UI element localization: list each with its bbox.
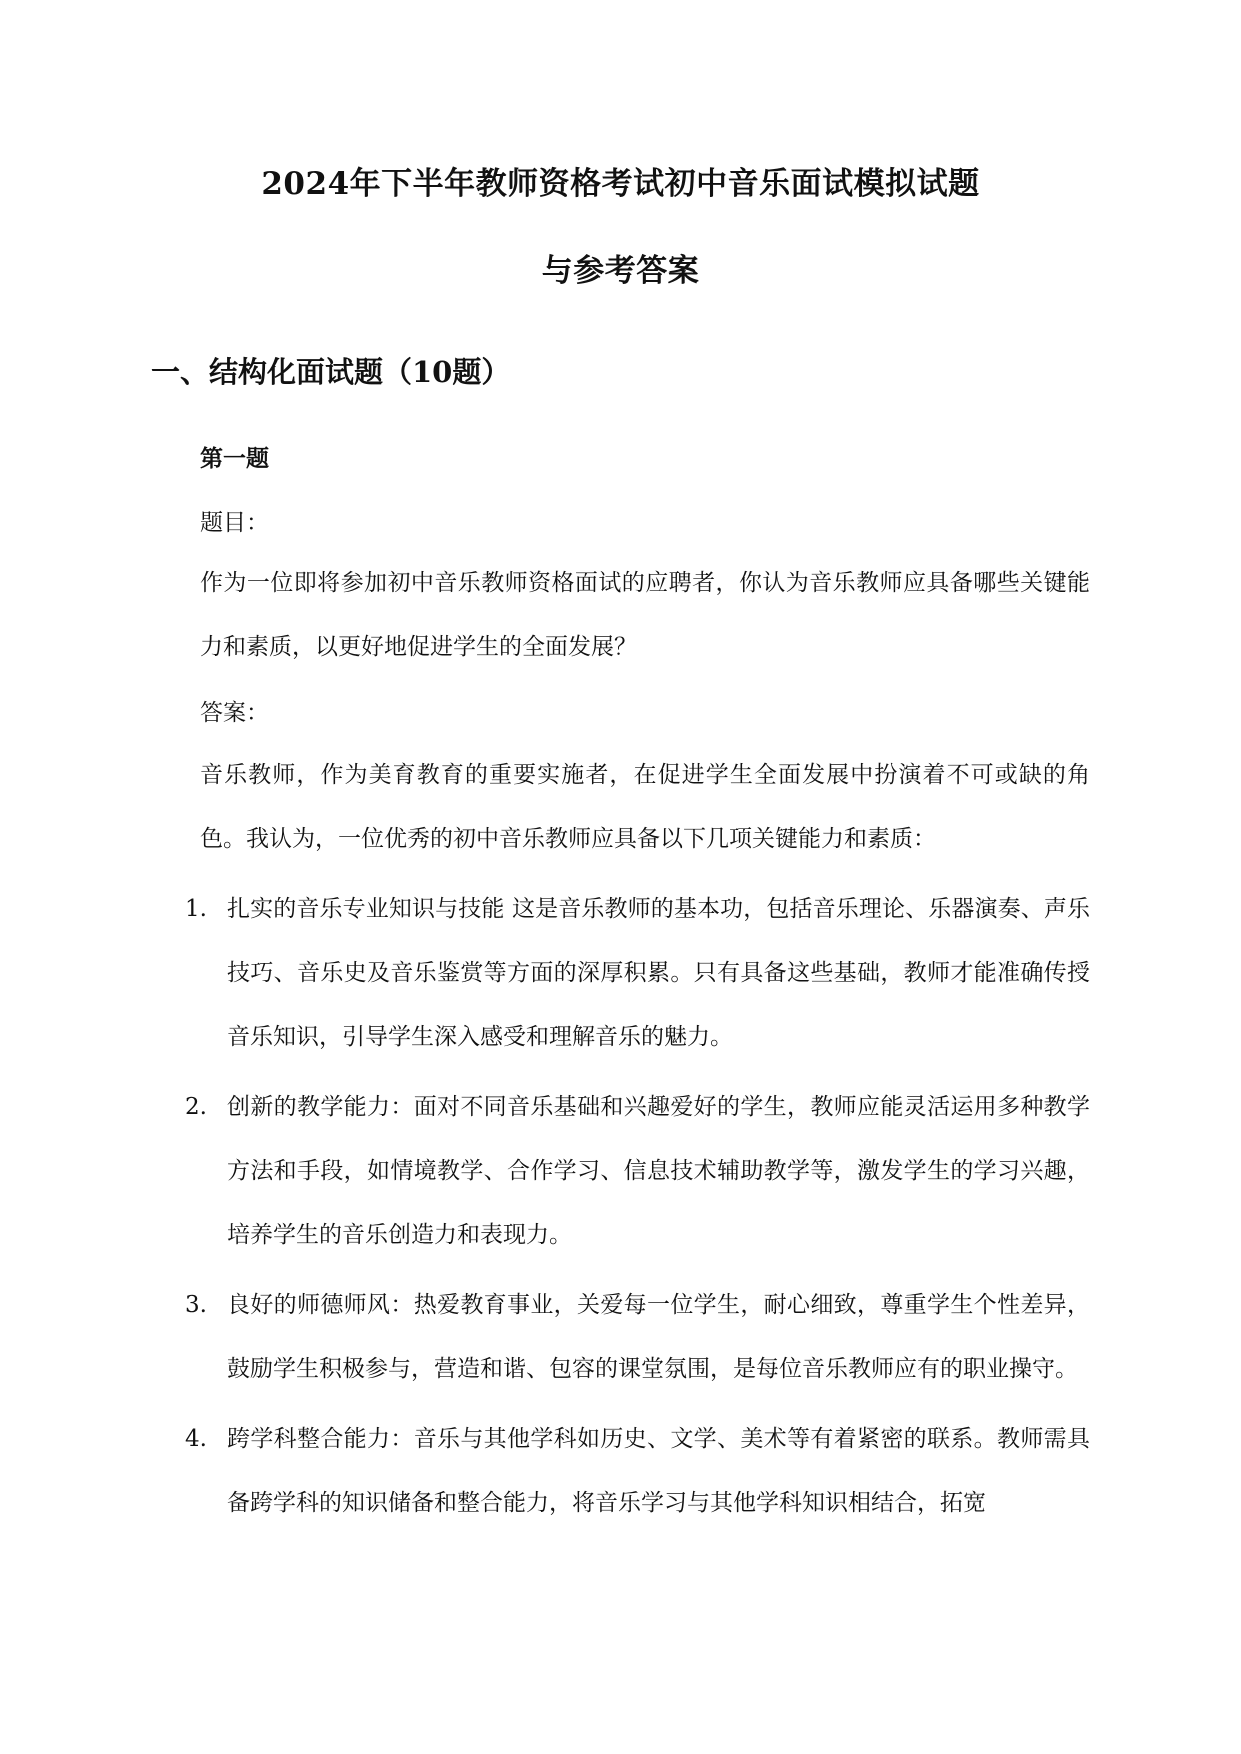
document-title-line-2: 与参考答案 [541,253,700,289]
list-item-number: 1. [185,896,207,922]
list-item-label: 扎实的音乐专业知识与技能 [227,896,505,922]
question-label: 题目： [200,510,269,536]
list-item-separator: ： [390,1426,414,1452]
list-item-label: 创新的教学能力 [227,1094,391,1120]
question-heading: 第一题 [200,445,269,472]
list-item [185,1075,1090,1267]
list-item-number: 2. [185,1094,207,1120]
answer-intro: 音乐教师，作为美育教育的重要实施者，在促进学生全面发展中扮演着不可或缺的角色。我认为，一位优秀的初中音乐教师应具备以下几项关键能力和素质： [200,762,1090,852]
list-item-text: 音乐与其他学科如历史、文学、美术等有着紧密的联系。教师需具备跨学科的知识储备和整合能力，将音乐学习与其他学科知识相结合，拓宽 [227,1426,1091,1516]
list-item-number: 3. [185,1292,207,1318]
document-title-line-1: 2024年下半年教师资格考试初中音乐面试模拟试题 [261,166,980,202]
list-item-number: 4. [185,1426,207,1452]
list-item-text: 这是音乐教师的基本功，包括音乐理论、乐器演奏、声乐技巧、音乐史及音乐鉴赏等方面的深厚积累。只有具备这些基础，教师才能准确传授音乐知识，引导学生深入感受和理解音乐的魅力。 [227,896,1091,1050]
list-item-separator: ： [390,1094,414,1120]
list-item [185,1273,1090,1401]
list-item [185,877,1090,1069]
list-item-text: 热爱教育事业，关爱每一位学生，耐心细致，尊重学生个性差异，鼓励学生积极参与，营造和谐、包容的课堂氛围，是每位音乐教师应有的职业操守。 [227,1292,1091,1382]
list-item-text: 面对不同音乐基础和兴趣爱好的学生，教师应能灵活运用多种教学方法和手段，如情境教学、合作学习、信息技术辅助教学等，激发学生的学习兴趣，培养学生的音乐创造力和表现力。 [227,1094,1091,1248]
list-item-separator: ： [390,1292,414,1318]
list-item-label: 良好的师德师风 [227,1292,391,1318]
list-item [185,1407,1090,1535]
list-item-label: 跨学科整合能力 [227,1426,391,1452]
section-heading: 一、结构化面试题（10题） [151,355,511,389]
answer-points-list [185,877,1090,1541]
answer-label: 答案： [200,700,269,726]
list-item-separator [505,896,512,922]
question-text: 作为一位即将参加初中音乐教师资格面试的应聘者，你认为音乐教师应具备哪些关键能力和素质，以更好地促进学生的全面发展？ [200,570,1090,660]
